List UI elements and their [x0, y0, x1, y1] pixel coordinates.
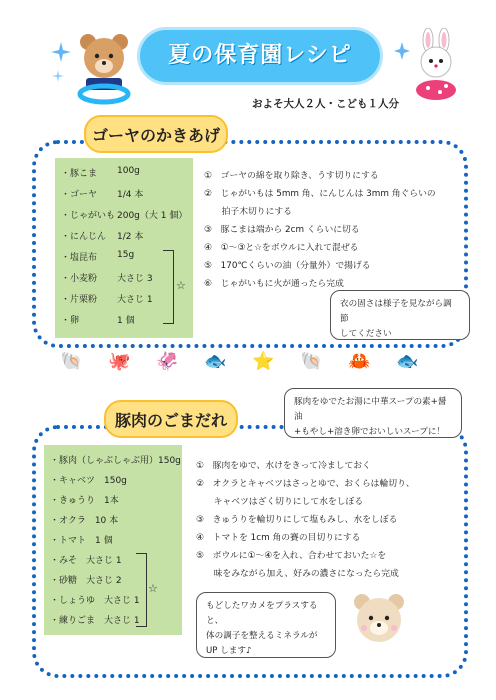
recipe2-ingredients [44, 445, 182, 635]
ingredient-item: ・練りごま 大さじ 1 [50, 616, 140, 626]
ingredient-item: ・トマト 1 個 [50, 536, 113, 546]
tip-line: +もやし+溶き卵でおいしいスープに！ [294, 427, 446, 437]
step: ② オクラとキャベツはさっとゆで、おくらは輪切り、 [196, 479, 415, 489]
step: ④ トマトを 1cm 角の賽の目切りにする [196, 533, 361, 543]
step: ① 豚肉をゆで、水けをきって冷ましておく [196, 461, 371, 471]
ingredient-amount: 大さじ 3 [117, 274, 153, 284]
wakame-line: 体の調子を整えるミネラルが [206, 631, 318, 641]
step: ③ 豚こまは端から 2cm くらいに切る [204, 225, 360, 235]
recipe1-title: ゴーヤのかきあげ [84, 115, 228, 153]
ingredient-item: ・豚肉（しゃぶしゃぶ用）150g [50, 456, 181, 466]
step: 拍子木切りにする [204, 207, 292, 217]
ingredient-amount: 1/4 本 [117, 190, 144, 200]
step: 味をみながら加え、好みの濃さになったら完成 [196, 569, 399, 579]
fish-icon: 🐟 [204, 351, 227, 372]
tip-bubble [284, 388, 462, 438]
ingredient-amount: 大さじ 1 [117, 295, 153, 305]
shell-icon: 🐚 [60, 351, 83, 372]
note-line: 衣の固さは様子を見ながら調節 [340, 299, 452, 324]
ingredient-item: ・しょうゆ 大さじ 1 [50, 596, 140, 606]
step: ① ゴーヤの綿を取り除き、うす切りにする [204, 171, 379, 181]
note-line: してください [340, 329, 392, 339]
recipe2-title: 豚肉のごまだれ [104, 400, 238, 438]
page-title: 夏の保育園レシピ [168, 43, 352, 68]
step: ⑤ 170℃くらいの油（分量外）で揚げる [204, 261, 371, 271]
ingredient-item: ・卵 [61, 316, 80, 326]
ingredient-item: ・砂糖 大さじ 2 [50, 576, 122, 586]
bear-icon [348, 588, 410, 652]
bracket [163, 250, 174, 324]
bracket [136, 553, 147, 627]
step: キャベツはざく切りにして水をしぼる [196, 497, 364, 507]
ingredient-amount: 1 個 [117, 316, 135, 326]
sea-divider [60, 350, 440, 378]
ingredient-item: ・みそ 大さじ 1 [50, 556, 122, 566]
wakame-line: UP します♪ [206, 646, 252, 656]
sparkle-icon [392, 40, 412, 64]
step: ④ ①～③と☆をボウルに入れて混ぜる [204, 243, 359, 253]
ingredient-amount: 200g（大 1 個） [117, 211, 188, 221]
starfish-icon: ⭐ [252, 351, 275, 372]
ingredient-item: ・にんじん [61, 232, 107, 242]
ingredient-item: ・小麦粉 [61, 274, 98, 284]
squid-icon: 🦑 [156, 351, 179, 372]
octopus-icon: 🐙 [108, 351, 131, 372]
ingredient-item: ・きゅうり 1本 [50, 496, 119, 506]
bear-icon [72, 28, 136, 106]
ingredient-amount: 1/2 本 [117, 232, 144, 242]
ingredient-item: ・オクラ 10 本 [50, 516, 119, 526]
ingredient-item: ・塩昆布 [61, 253, 98, 263]
ingredient-item: ・片栗粉 [61, 295, 98, 305]
step: ⑤ ボウルに①～④を入れ、合わせておいた☆を [196, 551, 387, 561]
step: ② じゃがいもは 5mm 角、にんじんは 3mm 角ぐらいの [204, 189, 436, 199]
bunny-icon [406, 28, 466, 106]
recipe1-ingredients [55, 158, 193, 338]
ingredient-item: ・豚こま [61, 169, 98, 179]
ingredient-item: ・じゃがいも [61, 211, 116, 221]
wakame-line: もどしたワカメをプラスすると、 [206, 601, 318, 626]
ingredient-item: ・ゴーヤ [61, 190, 98, 200]
serving-size: およそ大人２人・こども１人分 [252, 98, 399, 110]
star-mark: ☆ [176, 279, 186, 292]
fish-icon: 🐟 [396, 351, 419, 372]
step: ⑥ じゃがいもに火が通ったら完成 [204, 279, 344, 289]
crab-icon: 🦀 [348, 351, 371, 372]
star-mark: ☆ [148, 582, 158, 595]
step: ③ きゅうりを輪切りにして塩もみし、水をしぼる [196, 515, 398, 525]
tip-line: 豚肉をゆでたお湯に中華スープの素+醤油 [294, 397, 447, 422]
ingredient-item: ・キャベツ 150g [50, 476, 127, 486]
shell-icon: 🐚 [300, 351, 323, 372]
note-bubble [330, 290, 470, 340]
wakame-bubble [196, 592, 336, 658]
sparkle-icon [48, 40, 74, 90]
ingredient-amount: 15g [117, 250, 135, 260]
ingredient-amount: 100g [117, 166, 140, 176]
